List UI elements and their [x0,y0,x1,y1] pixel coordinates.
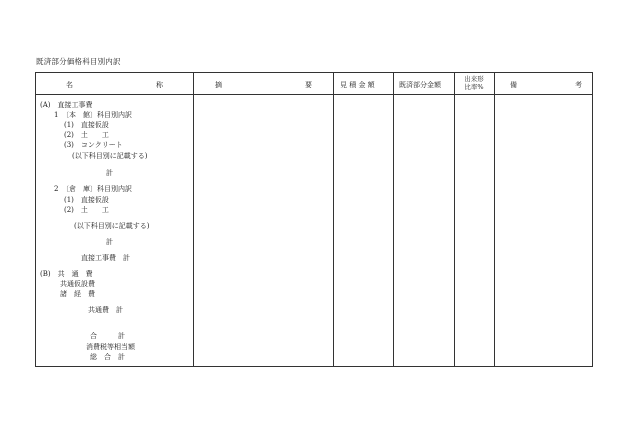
column-divider [494,73,495,366]
row-warehouse: 2 〔倉 庫〕科目別内訳 [54,185,132,193]
row-subtotal: 計 [106,238,113,246]
row-note: (以下科目別に記載する) [72,152,148,160]
header-summary-left: 摘 [215,81,222,89]
row-direct-cost: (A) 直接工事費 [40,101,93,109]
row-common-temporary: 共通仮設費 [60,280,95,288]
header-completed-amount: 既済部分金額 [399,81,441,89]
header-estimate: 見 積 金 額 [340,81,375,89]
header-divider [36,94,592,95]
row-direct-cost-total: 直接工事費 計 [81,254,130,262]
row-main-building: 1 〔本 館〕科目別内訳 [54,111,132,119]
header-ratio [454,75,494,91]
header-remarks-right: 考 [575,81,582,89]
column-divider [193,73,194,366]
row-earthwork: (2) 土 工 [64,131,109,139]
row-subtotal: 計 [106,169,113,177]
column-divider [393,73,394,366]
document-title: 既済部分価格科目別内訳 [36,57,121,66]
header-summary-right: 要 [305,81,312,89]
header-name-right: 称 [156,81,163,89]
column-divider [454,73,455,366]
breakdown-table [35,72,593,367]
row-note: (以下科目別に記載する) [74,222,150,230]
header-ratio-line2: 比率% [464,83,484,91]
header-remarks-left: 備 [510,81,517,89]
row-earthwork: (2) 土 工 [64,206,109,214]
row-consumption-tax: 消費税等相当額 [86,343,135,351]
row-grand-total: 総 合 計 [90,353,125,361]
row-temporary-works: (1) 直接仮設 [64,121,109,129]
row-overhead: 諸 経 費 [60,290,95,298]
header-name-left: 名 [66,81,73,89]
row-concrete: (3) コンクリート [64,141,123,149]
row-common-cost-total: 共通費 計 [88,306,123,314]
row-temporary-works: (1) 直接仮設 [64,196,109,204]
column-divider [333,73,334,366]
row-total: 合 計 [90,332,125,340]
header-ratio-line1: 出来形 [464,75,484,83]
row-common-cost: (B) 共 通 費 [40,270,93,278]
